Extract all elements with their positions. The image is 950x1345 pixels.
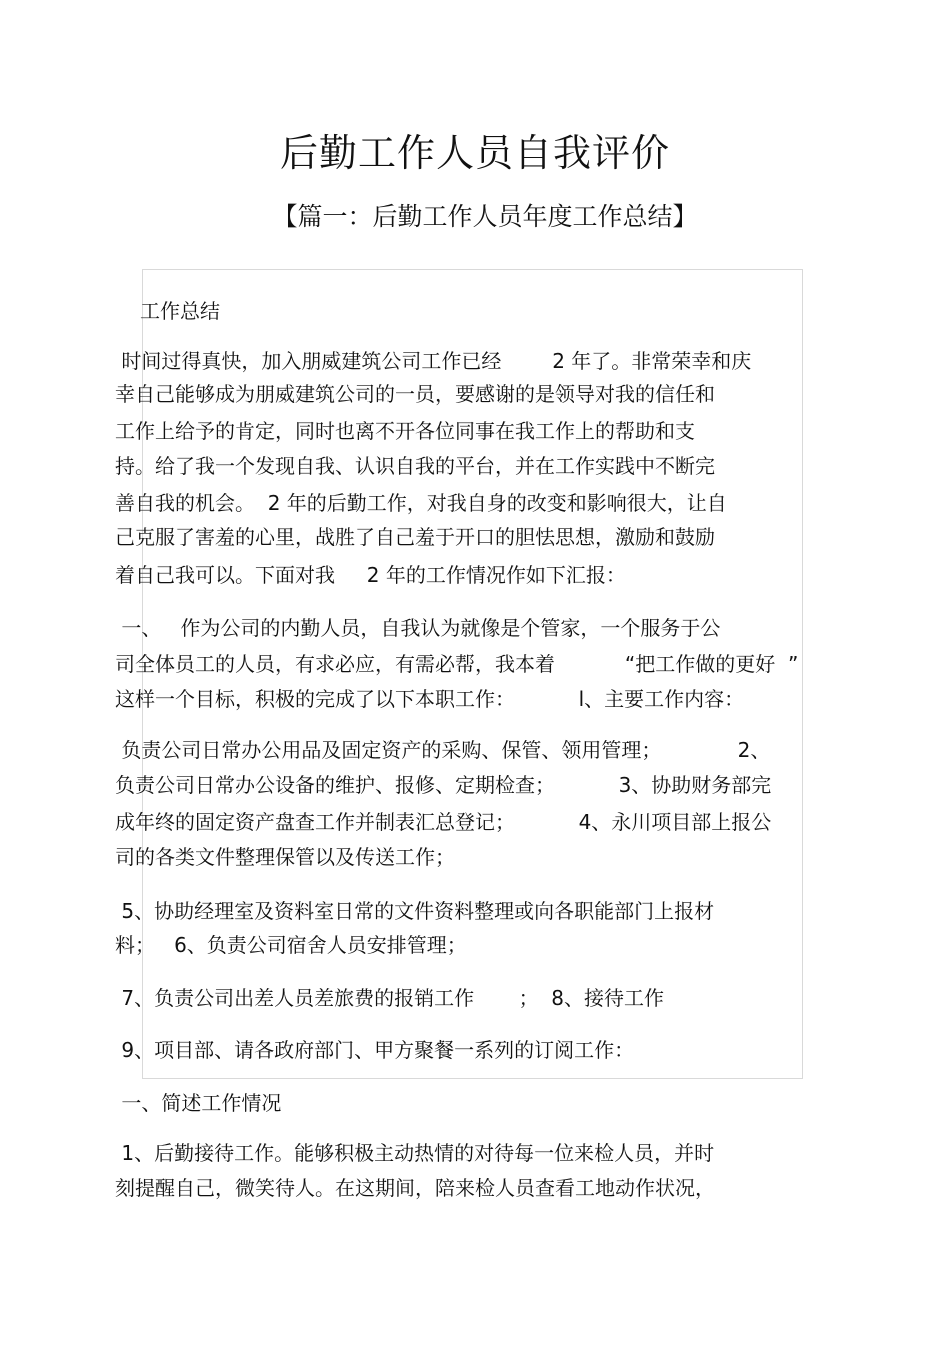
paragraph-line: 时间过得真快，加入朋威建筑公司工作已经 2 年了。非常荣幸和庆: [115, 349, 752, 373]
section-label: 工作总结: [140, 299, 220, 323]
paragraph-line: 成年终的固定资产盘查工作并制表汇总登记； 4、永川项目部上报公: [115, 810, 772, 834]
paragraph-line: 7、负责公司出差人员差旅费的报销工作 ； 8、接待工作: [115, 986, 665, 1010]
paragraph-line: 1、后勤接待工作。能够积极主动热情的对待每一位来检人员，并时: [115, 1141, 715, 1165]
paragraph-line: 一、 作为公司的内勤人员，自我认为就像是个管家，一个服务于公: [115, 616, 721, 640]
paragraph-line: 负责公司日常办公设备的维护、报修、定期检查； 3、协助财务部完: [115, 773, 772, 797]
document-subtitle: 【篇一：后勤工作人员年度工作总结】: [272, 202, 698, 231]
document-title: 后勤工作人员自我评价: [279, 131, 670, 175]
paragraph-line: 刻提醒自己，微笑待人。在这期间，陪来检人员查看工地动作状况，: [115, 1176, 715, 1200]
paragraph-line: 工作上给予的肯定，同时也离不开各位同事在我工作上的帮助和支: [115, 419, 695, 443]
paragraph-line: 着自己我可以。下面对我 2 年的工作情况作如下汇报：: [115, 563, 626, 587]
paragraph-line: 己克服了害羞的心里，战胜了自己羞于开口的胆怯思想，激励和鼓励: [115, 525, 715, 549]
paragraph-line: 幸自己能够成为朋威建筑公司的一员，要感谢的是领导对我的信任和: [115, 382, 715, 406]
paragraph-line: 料； 6、负责公司宿舍人员安排管理；: [115, 933, 467, 957]
paragraph-line: 这样一个目标，积极的完成了以下本职工作： l、主要工作内容：: [115, 687, 745, 711]
paragraph-line: 司的各类文件整理保管以及传送工作；: [115, 845, 455, 869]
section-heading: 一、简述工作情况: [115, 1091, 282, 1115]
paragraph-line: 负责公司日常办公用品及固定资产的采购、保管、领用管理； 2、: [115, 738, 771, 762]
paragraph-line: 9、项目部、请各政府部门、甲方聚餐一系列的订阅工作：: [115, 1038, 635, 1062]
paragraph-line: 5、协助经理室及资料室日常的文件资料整理或向各职能部门上报材: [115, 899, 715, 923]
paragraph-line: 善自我的机会。 2 年的后勤工作，对我自身的改变和影响很大，让自: [115, 491, 727, 515]
paragraph-line: 司全体员工的人员，有求必应，有需必帮，我本着 “把工作做的更好 ”: [115, 652, 799, 676]
paragraph-line: 持。给了我一个发现自我、认识自我的平台，并在工作实践中不断完: [115, 454, 715, 478]
